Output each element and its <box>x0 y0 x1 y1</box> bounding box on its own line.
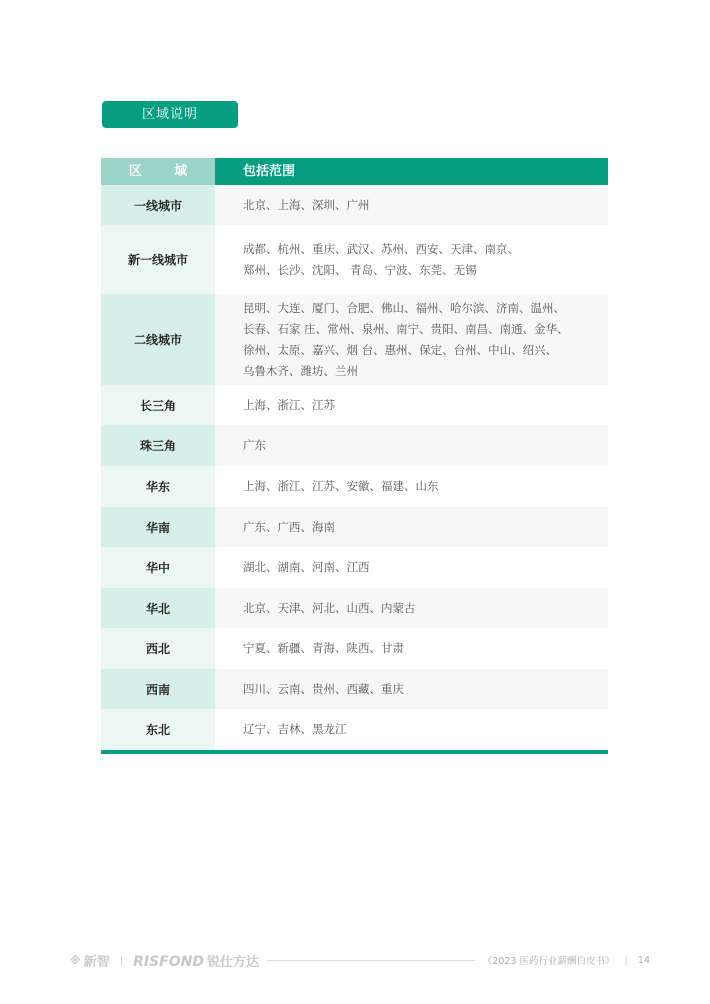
region-range <box>215 547 608 588</box>
table-row <box>101 588 608 628</box>
range-line: 北京、天津、河北、山西、内蒙古 <box>243 600 416 615</box>
range-line: 上海、浙江、江苏、安徽、福建、山东 <box>243 479 439 493</box>
region-name: 华北 <box>101 588 215 628</box>
range-line: 郑州、长沙、沈阳、 青岛、宁波、东莞、无锡 <box>243 262 477 277</box>
region-range <box>215 669 608 709</box>
table-header <box>101 158 608 185</box>
table-row <box>101 709 608 750</box>
footer-divider <box>267 960 475 961</box>
range-line: 上海、浙江、江苏 <box>243 397 335 412</box>
footer <box>70 950 650 970</box>
table-row <box>101 547 608 588</box>
table-body <box>101 185 608 750</box>
range-line: 宁夏、新疆、青海、陕西、甘肃 <box>243 641 404 655</box>
range-line: 广东 <box>243 438 266 452</box>
xinzhi-logo-icon: ※ <box>70 953 81 967</box>
header-range: 包括范围 <box>215 158 608 185</box>
region-name: 珠三角 <box>101 425 215 466</box>
region-name: 新一线城市 <box>101 225 215 294</box>
footer-page-separator: | <box>624 954 628 966</box>
range-line: 湖北、湖南、河南、江西 <box>243 560 370 574</box>
risfond-logo-cn: 锐仕方达 <box>206 954 259 970</box>
range-line: 长春、石家 庄、常州、泉州、南宁、贵阳、南昌、南通、金华、 <box>243 321 569 336</box>
region-range <box>215 628 608 669</box>
region-range <box>215 185 608 225</box>
footer-separator: | <box>119 954 124 966</box>
table-row <box>101 466 608 507</box>
risfond-logo-text: RISFOND <box>133 953 204 970</box>
page-number: 14 <box>637 954 650 966</box>
table-row <box>101 628 608 669</box>
table-row <box>101 385 608 425</box>
region-range <box>215 466 608 507</box>
table-row <box>101 225 608 294</box>
region-name: 西南 <box>101 669 215 709</box>
xinzhi-logo-text: 新智 <box>83 954 110 970</box>
table-row <box>101 507 608 547</box>
table-row <box>101 185 608 225</box>
region-name: 华中 <box>101 547 215 588</box>
section-title: 区域说明 <box>102 101 238 128</box>
region-range <box>215 225 608 294</box>
region-range <box>215 294 608 385</box>
range-line: 徐州、太原、嘉兴、烟 台、惠州、保定、台州、中山、绍兴、 <box>243 342 558 357</box>
range-line: 辽宁、吉林、黑龙江 <box>243 722 347 736</box>
table-row <box>101 425 608 466</box>
footer-doc-title: 《2023 医药行业薪酬白皮书》 <box>482 956 615 967</box>
region-range <box>215 709 608 750</box>
range-line: 广东、广西、海南 <box>243 519 335 534</box>
region-name: 西北 <box>101 628 215 669</box>
region-name: 长三角 <box>101 385 215 425</box>
region-name: 一线城市 <box>101 185 215 225</box>
region-range <box>215 588 608 628</box>
region-name: 华东 <box>101 466 215 507</box>
table-row <box>101 669 608 709</box>
range-line: 四川、云南、贵州、西藏、重庆 <box>243 681 404 696</box>
table-bottom-rule <box>101 750 608 754</box>
header-region: 区 域 <box>101 158 215 185</box>
region-range <box>215 507 608 547</box>
region-range <box>215 385 608 425</box>
region-range <box>215 425 608 466</box>
region-name: 华南 <box>101 507 215 547</box>
range-line: 成都、杭州、重庆、武汉、苏州、西安、天津、南京、 <box>243 241 519 256</box>
range-line: 乌鲁木齐、潍坊、兰州 <box>243 363 358 378</box>
region-name: 二线城市 <box>101 294 215 385</box>
region-name: 东北 <box>101 709 215 750</box>
xinzhi-logo <box>70 951 110 970</box>
table-row <box>101 294 608 385</box>
risfond-logo <box>133 951 259 970</box>
range-line: 北京、上海、深圳、广州 <box>243 197 370 212</box>
range-line: 昆明、大连、厦门、合肥、佛山、福州、哈尔滨、济南、温州、 <box>243 300 565 315</box>
region-table <box>101 158 608 754</box>
